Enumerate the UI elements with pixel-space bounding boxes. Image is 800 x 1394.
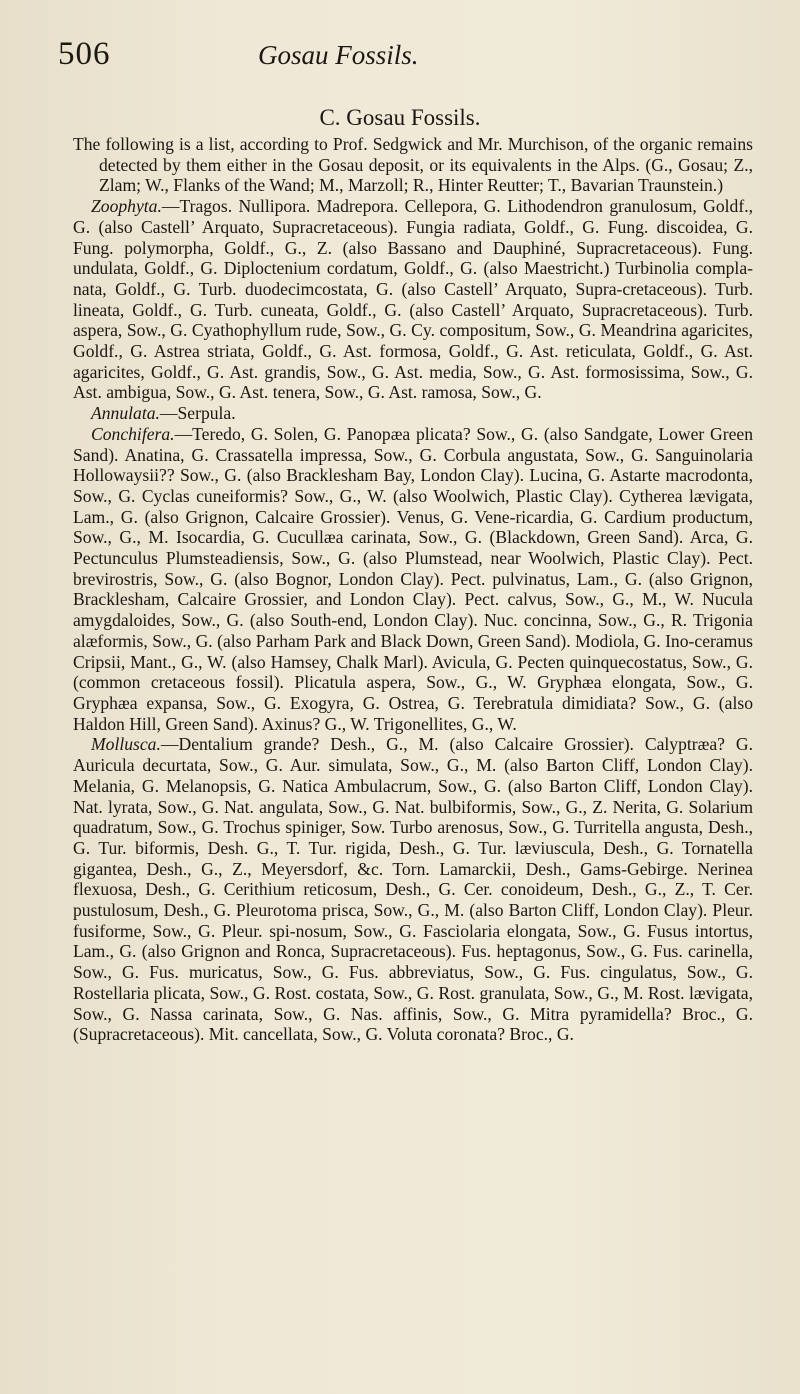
conchifera-paragraph — [73, 424, 753, 735]
page-number: 506 — [58, 36, 111, 72]
group-heading-conchifera: Conchifera. — [91, 423, 175, 444]
group-heading-zoophyta: Zoophyta. — [91, 196, 162, 217]
annulata-paragraph — [73, 403, 753, 424]
section-heading: C. Gosau Fossils. — [319, 105, 481, 130]
group-heading-mollusca: Mollusca. — [91, 734, 161, 755]
running-head — [58, 36, 730, 76]
mollusca-paragraph — [73, 734, 753, 1045]
annulata-text: —Serpula. — [159, 403, 236, 424]
intro-paragraph — [73, 134, 753, 196]
group-heading-annulata: Annulata. — [91, 403, 160, 424]
zoophyta-paragraph — [73, 196, 753, 403]
running-title: Gosau Fossils. — [258, 40, 419, 70]
fossil-list-text — [73, 134, 753, 1045]
conchifera-text: —Teredo, G. Solen, G. Panopæa plicata? Sow., G. (also Sandgate, Lower Green Sand). Anatina, G. Crassatella impressa, Sow., G. Corbula angustata, Sow., G. Sanguinolaria Hollowaysii?? Sow., G. (also Bracklesham Bay, London Clay). Lucina, G. Astarte macrodonta, Sow., G. Cyclas cuneiformis? Sow., G., W. (also Woolwich, Plastic Clay). Cytherea lævigata, Lam., G. (also Grignon, Calcaire Grossier). Venus, G. Vene-ricardia, G. Cardium productum, Sow., G., M. Isocardia, G. Cucullæa carinata, Sow., G. (Blackdown, Green Sand). Arca, G. Pectunculus Plumsteadiensis, Sow., G. (also Plumstead, near Woolwich, Plastic Clay). Pect. brevirostris, Sow., G. (also Bognor, London Clay). Pect. pulvinatus, Lam., G. (also Grignon, Bracklesham, Calcaire Grossier, and London Clay). Pect. calvus, Sow., G., M., W. Nucula amygdaloides, Sow., G. (also South-end, London Clay). Nuc. concinna, Sow., G., R. Trigonia alæformis, Sow., G. (also Parham Park and Black Down, Green Sand). Modiola, G. Ino-ceramus Cripsii, Mant., G., W. (also Hamsey, Chalk Marl). Avicula, G. Pecten quinquecostatus, Sow., G. (common cretaceous fossil). Plicatula aspera, Sow., G., W. Gryphæa elongata, Sow., G. Gryphæa expansa, Sow., G. Exogyra, G. Ostrea, G. Terebratula dimidiata? Sow., G. (also Haldon Hill, Green Sand). Axinus? G., W. Trigonellites, G., W. — [73, 423, 753, 734]
intro-text: The following is a list, according to Prof. Sedgwick and Mr. Murchison, of the organic remains detected by them either in the Gosau deposit, or its equivalents in the Alps. (G., Gosau; Z., Zlam; W., Flanks of the Wand; M., Marzoll; R., Hinter Reutter; T., Bavarian Traunstein.) — [73, 134, 753, 196]
mollusca-text: —Dentalium grande? Desh., G., M. (also Calcaire Grossier). Calyptræa? G. Auricula decurtata, Sow., G. Aur. simulata, Sow., G., M. (also Barton Cliff, London Clay). Melania, G. Melanopsis, G. Natica Ambulacrum, Sow., G. (also Barton Cliff, London Clay). Nat. lyrata, Sow., G. Nat. angulata, Sow., G. Nat. bulbiformis, Sow., G., Z. Nerita, G. Solarium quadratum, Sow., G. Trochus spiniger, Sow. Turbo arenosus, Sow., G. Turritella angusta, Desh., G. Tur. biformis, Desh. G., T. Tur. rigida, Desh., G. Tur. læviuscula, Desh., G. Tornatella gigantea, Desh., G., Z., Meyersdorf, &c. Torn. Lamarckii, Desh., Gams-Gebirge. Nerinea flexuosa, Desh., G. Cerithium reticosum, Desh., G. Cer. conoideum, Desh., G., Z., T. Cer. pustulosum, Desh., G. Pleurotoma prisca, Sow., G., M. (also Barton Cliff, London Clay). Pleur. fusiforme, Sow., G. Pleur. spi-nosum, Sow., G. Fasciolaria elongata, Sow., G. Fusus intortus, Lam., G. (also Grignon and Ronca, Supracretaceous). Fus. heptagonus, Sow., G. Fus. carinella, Sow., G. Fus. muricatus, Sow., G. Fus. abbreviatus, Sow., G. Fus. cingulatus, Sow., G. Rostellaria plicata, Sow., G. Rost. costata, Sow., G. Rost. granulata, Sow., G., M. Rost. lævigata, Sow., G. Nassa carinata, Sow., G. Nas. affinis, Sow., G. Mitra pyramidella? Broc., G. (Supracretaceous). Mit. cancellata, Sow., G. Voluta coronata? Broc., G. — [73, 734, 753, 1045]
zoophyta-text: —Tragos. Nullipora. Madrepora. Cellepora, G. Lithodendron granulosum, Goldf., G. (also Castell’ Arquato, Supracretaceous). Fungia radiata, Goldf., G. Fung. discoidea, G. Fung. polymorpha, Goldf., G., Z. (also Bassano and Dauphiné, Supracretaceous). Fung. undulata, Goldf., G. Diploctenium cordatum, Goldf., G. (also Maestricht.) Turbinolia compla-nata, Goldf., G. Turb. duodecimcostata, G. (also Castell’ Arquato, Supra-cretaceous). Turb. lineata, Goldf., G. Turb. cuneata, Goldf., G. (also Castell’ Arquato, Supracretaceous). Turb. aspera, Sow., G. Cyathophyllum rude, Sow., G. Cy. compositum, Sow., G. Meandrina agaricites, Goldf., G. Astrea striata, Goldf., G. Ast. formosa, Goldf., G. Ast. reticulata, Goldf., G. Ast. agaricites, Goldf., G. Ast. grandis, Sow., G. Ast. media, Sow., G. Ast. formosissima, Sow., G. Ast. ambigua, Sow., G. Ast. tenera, Sow., G. Ast. ramosa, Sow., G. — [73, 196, 753, 403]
